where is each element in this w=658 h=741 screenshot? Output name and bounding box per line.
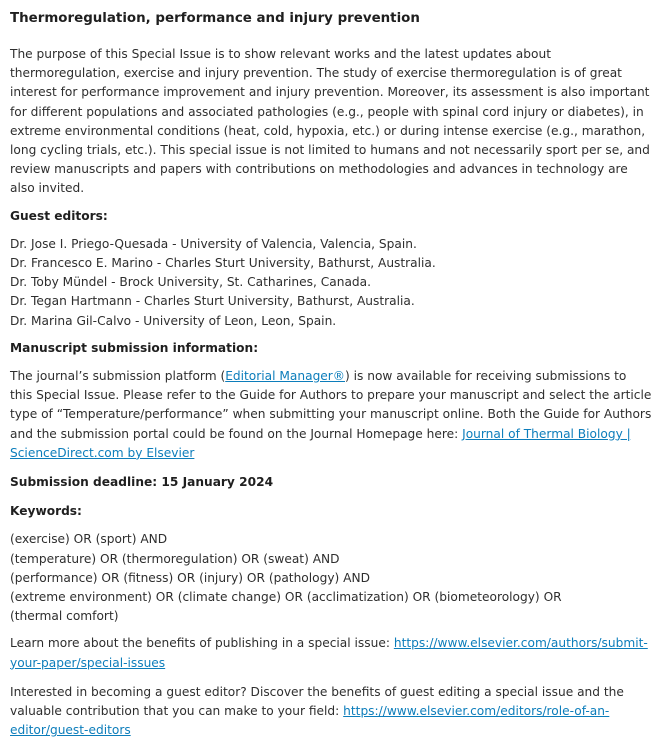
guest-editor-paragraph xyxy=(10,683,652,741)
keyword-line: (performance) OR (fitness) OR (injury) OR (pathology) AND xyxy=(10,570,371,585)
guest-editor-item: Dr. Jose I. Priego-Quesada - University of Valencia, Valencia, Spain. xyxy=(10,236,417,251)
guest-editors-list xyxy=(10,235,652,331)
special-issues-link[interactable]: https://www.elsevier.com/authors/submit-your-paper/special-issues xyxy=(10,636,648,670)
keyword-line: (exercise) OR (sport) AND xyxy=(10,532,168,547)
learn-more-paragraph xyxy=(10,634,652,672)
keyword-line: (extreme environment) OR (climate change) OR (acclimatization) OR (biometeorology) OR xyxy=(10,590,562,605)
keywords-heading: Keywords: xyxy=(10,504,82,519)
keyword-line: (thermal comfort) xyxy=(10,609,119,624)
intro-paragraph: The purpose of this Special Issue is to show relevant works and the latest updates about thermoregulation, exercise and injury prevention. The study of exercise thermoregulation is of great interest for performance improvement and injury prevention. Moreover, its assessment is also important for different populations and associated pathologies (e.g., people with spinal cord injury or diabetes), in extreme environmental conditions (heat, cold, hypoxia, etc.) or during intense exercise (e.g., marathon, long cycling trials, etc.). This special issue is not limited to humans and not necessarily sport per se, and review manuscripts and papers with contributions on methodologies and advances in technology are also invited. xyxy=(10,47,650,196)
guest-editor-item: Dr. Toby Mündel - Brock University, St. Catharines, Canada. xyxy=(10,275,372,290)
guest-editors-heading: Guest editors: xyxy=(10,208,108,223)
submission-deadline: Submission deadline: 15 January 2024 xyxy=(10,475,274,490)
page-title: Thermoregulation, performance and injury prevention xyxy=(10,11,420,26)
learn-more-text: Learn more about the benefits of publishing in a special issue: xyxy=(10,636,394,651)
guest-editor-item: Dr. Tegan Hartmann - Charles Sturt University, Bathurst, Australia. xyxy=(10,294,415,309)
submission-paragraph xyxy=(10,367,652,463)
editorial-manager-link[interactable]: Editorial Manager® xyxy=(225,369,345,384)
guest-editor-text: Interested in becoming a guest editor? Discover the benefits of guest editing a special issue and the valuable contribution that you can make to your field: xyxy=(10,684,624,719)
keywords-list xyxy=(10,530,652,626)
submission-heading: Manuscript submission information: xyxy=(10,340,259,355)
submission-text-after: ) is now available for receiving submissions to this Special Issue. Please refer to the Guide for Authors to prepare your manuscript and select the article type of “Temperature/performance” when submitting your manuscript online. Both the Guide for Authors and the submission portal could be found on the Journal Homepage here: xyxy=(10,369,652,441)
guest-editors-link[interactable]: https://www.elsevier.com/editors/role-of-an-editor/guest-editors xyxy=(10,704,610,738)
keyword-line: (temperature) OR (thermoregulation) OR (sweat) AND xyxy=(10,551,340,566)
guest-editor-item: Dr. Marina Gil-Calvo - University of Leon, Leon, Spain. xyxy=(10,313,337,328)
submission-text-before: The journal’s submission platform ( xyxy=(10,369,226,384)
journal-homepage-link[interactable]: Journal of Thermal Biology | ScienceDirect.com by Elsevier xyxy=(10,426,631,460)
guest-editor-item: Dr. Francesco E. Marino - Charles Sturt University, Bathurst, Australia. xyxy=(10,256,436,271)
